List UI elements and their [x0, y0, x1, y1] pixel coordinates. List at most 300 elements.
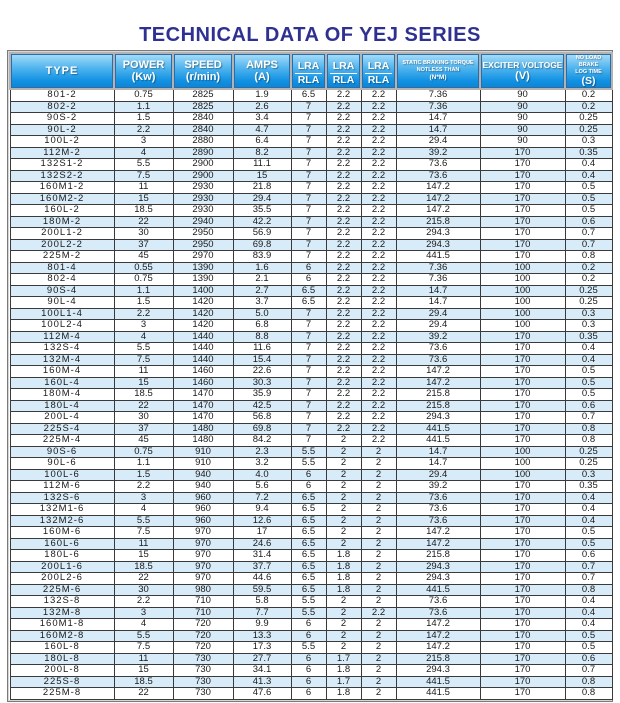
cell-lra-rla-3: 2.2 [361, 147, 396, 159]
cell-lra-rla-2: 1.8 [326, 584, 361, 596]
cell-exciter-voltage: 170 [480, 538, 565, 550]
cell-type: 112M-4 [10, 331, 114, 343]
cell-lra-rla-3: 2.2 [361, 366, 396, 378]
cell-exciter-voltage: 170 [480, 412, 565, 424]
cell-amps: 69.8 [233, 423, 291, 435]
cell-type: 100L2-4 [10, 320, 114, 332]
cell-no-load-brake-time: 0.7 [565, 228, 612, 240]
table-row [10, 619, 612, 631]
cell-lra-rla-2: 2.2 [326, 101, 361, 113]
cell-speed: 730 [173, 665, 233, 677]
cell-lra-rla-1: 5.5 [291, 607, 326, 619]
cell-lra-rla-1: 6.5 [291, 492, 326, 504]
cell-amps: 1.6 [233, 262, 291, 274]
cell-speed: 2880 [173, 136, 233, 148]
cell-exciter-voltage: 100 [480, 274, 565, 286]
cell-amps: 9.4 [233, 504, 291, 516]
cell-speed: 970 [173, 550, 233, 562]
cell-lra-rla-1: 7 [291, 101, 326, 113]
cell-exciter-voltage: 170 [480, 596, 565, 608]
cell-exciter-voltage: 90 [480, 124, 565, 136]
cell-exciter-voltage: 90 [480, 113, 565, 125]
cell-amps: 5.6 [233, 481, 291, 493]
cell-speed: 970 [173, 561, 233, 573]
col-header-amps [233, 53, 291, 89]
cell-lra-rla-3: 2.2 [361, 331, 396, 343]
cell-static-braking-torque: 39.2 [396, 147, 480, 159]
cell-lra-rla-1: 6.5 [291, 584, 326, 596]
cell-power: 45 [114, 251, 173, 263]
cell-power: 7.5 [114, 354, 173, 366]
cell-static-braking-torque: 73.6 [396, 607, 480, 619]
cell-amps: 24.6 [233, 538, 291, 550]
cell-power: 3 [114, 492, 173, 504]
cell-exciter-voltage: 170 [480, 504, 565, 516]
cell-no-load-brake-time: 0.35 [565, 331, 612, 343]
cell-power: 1.1 [114, 101, 173, 113]
table-row [10, 239, 612, 251]
cell-amps: 35.9 [233, 389, 291, 401]
cell-type: 100L-6 [10, 469, 114, 481]
cell-exciter-voltage: 170 [480, 515, 565, 527]
cell-lra-rla-3: 2.2 [361, 343, 396, 355]
cell-lra-rla-1: 7 [291, 331, 326, 343]
cell-static-braking-torque: 7.36 [396, 274, 480, 286]
cell-amps: 2.1 [233, 274, 291, 286]
cell-lra-rla-1: 6.5 [291, 515, 326, 527]
cell-lra-rla-3: 2 [361, 481, 396, 493]
cell-type: 160L-4 [10, 377, 114, 389]
cell-lra-rla-3: 2.2 [361, 285, 396, 297]
cell-no-load-brake-time: 0.35 [565, 147, 612, 159]
cell-no-load-brake-time: 0.5 [565, 366, 612, 378]
cell-type: 160M-4 [10, 366, 114, 378]
cell-amps: 69.8 [233, 239, 291, 251]
cell-lra-rla-2: 2.2 [326, 124, 361, 136]
cell-lra-rla-2: 2 [326, 492, 361, 504]
cell-lra-rla-1: 7 [291, 308, 326, 320]
cell-no-load-brake-time: 0.5 [565, 527, 612, 539]
cell-lra-rla-1: 7 [291, 251, 326, 263]
cell-amps: 31.4 [233, 550, 291, 562]
cell-lra-rla-3: 2 [361, 538, 396, 550]
cell-lra-rla-3: 2 [361, 550, 396, 562]
cell-lra-rla-3: 2 [361, 515, 396, 527]
cell-speed: 720 [173, 630, 233, 642]
cell-lra-rla-3: 2.2 [361, 251, 396, 263]
cell-no-load-brake-time: 0.25 [565, 285, 612, 297]
cell-exciter-voltage: 170 [480, 343, 565, 355]
cell-lra-rla-2: 2.2 [326, 354, 361, 366]
cell-speed: 1470 [173, 400, 233, 412]
cell-type: 180L-8 [10, 653, 114, 665]
cell-amps: 1.9 [233, 89, 291, 101]
cell-lra-rla-1: 7 [291, 182, 326, 194]
cell-exciter-voltage: 170 [480, 688, 565, 700]
cell-speed: 1440 [173, 331, 233, 343]
cell-no-load-brake-time: 0.4 [565, 596, 612, 608]
cell-power: 22 [114, 688, 173, 700]
cell-power: 4 [114, 504, 173, 516]
table-row [10, 573, 612, 585]
cell-lra-rla-2: 2 [326, 504, 361, 516]
col-header-static-braking-torque-line: NOTLESS THAN [416, 67, 460, 73]
col-header-power-line: (Kw) [131, 71, 156, 83]
cell-type: 90L-6 [10, 458, 114, 470]
cell-power: 11 [114, 538, 173, 550]
cell-lra-rla-3: 2.2 [361, 239, 396, 251]
cell-lra-rla-3: 2.2 [361, 182, 396, 194]
cell-lra-rla-2: 2.2 [326, 297, 361, 309]
cell-amps: 17.3 [233, 642, 291, 654]
cell-speed: 720 [173, 642, 233, 654]
cell-power: 3 [114, 320, 173, 332]
cell-lra-rla-1: 6.5 [291, 538, 326, 550]
col-header-exciter-voltage-line: (V) [515, 70, 530, 82]
cell-power: 7.5 [114, 527, 173, 539]
cell-amps: 41.3 [233, 676, 291, 688]
cell-no-load-brake-time: 0.3 [565, 320, 612, 332]
cell-no-load-brake-time: 0.5 [565, 538, 612, 550]
cell-lra-rla-1: 6 [291, 262, 326, 274]
table-body [10, 89, 612, 699]
cell-type: 160M1-8 [10, 619, 114, 631]
cell-static-braking-torque: 147.2 [396, 619, 480, 631]
cell-lra-rla-2: 2.2 [326, 262, 361, 274]
cell-speed: 1420 [173, 308, 233, 320]
cell-exciter-voltage: 170 [480, 481, 565, 493]
cell-lra-rla-3: 2.2 [361, 136, 396, 148]
cell-lra-rla-2: 2.2 [326, 205, 361, 217]
col-header-exciter-voltage [480, 53, 565, 89]
cell-amps: 5.0 [233, 308, 291, 320]
cell-power: 15 [114, 377, 173, 389]
cell-no-load-brake-time: 0.25 [565, 124, 612, 136]
cell-no-load-brake-time: 0.6 [565, 550, 612, 562]
cell-lra-rla-1: 6.5 [291, 550, 326, 562]
cell-type: 112M-2 [10, 147, 114, 159]
cell-static-braking-torque: 441.5 [396, 584, 480, 596]
cell-static-braking-torque: 73.6 [396, 159, 480, 171]
table-row [10, 159, 612, 171]
cell-amps: 59.5 [233, 584, 291, 596]
cell-lra-rla-1: 5.5 [291, 446, 326, 458]
cell-exciter-voltage: 170 [480, 561, 565, 573]
cell-power: 11 [114, 182, 173, 194]
technical-data-table-frame [7, 50, 613, 702]
cell-type: 200L2-6 [10, 573, 114, 585]
table-row [10, 389, 612, 401]
cell-amps: 35.5 [233, 205, 291, 217]
cell-lra-rla-2: 1.8 [326, 688, 361, 700]
cell-type: 225M-8 [10, 688, 114, 700]
cell-no-load-brake-time: 0.25 [565, 297, 612, 309]
cell-static-braking-torque: 7.36 [396, 101, 480, 113]
cell-lra-rla-2: 2.2 [326, 308, 361, 320]
cell-speed: 1480 [173, 435, 233, 447]
table-row [10, 170, 612, 182]
cell-power: 15 [114, 665, 173, 677]
cell-lra-rla-3: 2 [361, 676, 396, 688]
cell-amps: 37.7 [233, 561, 291, 573]
cell-type: 160L-8 [10, 642, 114, 654]
cell-amps: 7.2 [233, 492, 291, 504]
cell-amps: 6.8 [233, 320, 291, 332]
cell-exciter-voltage: 170 [480, 653, 565, 665]
cell-no-load-brake-time: 0.5 [565, 389, 612, 401]
cell-lra-rla-1: 6.5 [291, 573, 326, 585]
cell-power: 11 [114, 653, 173, 665]
cell-static-braking-torque: 7.36 [396, 262, 480, 274]
cell-amps: 83.9 [233, 251, 291, 263]
cell-lra-rla-3: 2 [361, 596, 396, 608]
cell-static-braking-torque: 14.7 [396, 297, 480, 309]
cell-static-braking-torque: 215.8 [396, 400, 480, 412]
cell-lra-rla-2: 2.2 [326, 389, 361, 401]
cell-static-braking-torque: 14.7 [396, 124, 480, 136]
cell-amps: 29.4 [233, 193, 291, 205]
cell-type: 132S-4 [10, 343, 114, 355]
cell-power: 30 [114, 584, 173, 596]
table-row [10, 228, 612, 240]
cell-static-braking-torque: 147.2 [396, 377, 480, 389]
cell-power: 1.1 [114, 285, 173, 297]
cell-lra-rla-1: 7 [291, 435, 326, 447]
cell-amps: 42.5 [233, 400, 291, 412]
cell-amps: 15 [233, 170, 291, 182]
cell-speed: 940 [173, 469, 233, 481]
cell-speed: 910 [173, 458, 233, 470]
cell-lra-rla-1: 7 [291, 400, 326, 412]
cell-type: 132S2-2 [10, 170, 114, 182]
cell-lra-rla-1: 6 [291, 688, 326, 700]
cell-lra-rla-3: 2 [361, 573, 396, 585]
table-row [10, 550, 612, 562]
table-row [10, 354, 612, 366]
cell-lra-rla-1: 6.5 [291, 89, 326, 101]
cell-no-load-brake-time: 0.4 [565, 607, 612, 619]
cell-static-braking-torque: 73.6 [396, 343, 480, 355]
cell-type: 132M2-6 [10, 515, 114, 527]
cell-type: 200L1-2 [10, 228, 114, 240]
cell-amps: 3.7 [233, 297, 291, 309]
cell-type: 200L-8 [10, 665, 114, 677]
cell-lra-rla-3: 2.2 [361, 170, 396, 182]
cell-power: 2.2 [114, 596, 173, 608]
cell-lra-rla-2: 2 [326, 642, 361, 654]
cell-exciter-voltage: 100 [480, 320, 565, 332]
table-row [10, 527, 612, 539]
cell-no-load-brake-time: 0.25 [565, 446, 612, 458]
cell-type: 180L-6 [10, 550, 114, 562]
cell-lra-rla-1: 6.5 [291, 297, 326, 309]
table-header [10, 53, 612, 89]
cell-lra-rla-2: 2.2 [326, 89, 361, 101]
cell-lra-rla-1: 6.5 [291, 504, 326, 516]
cell-power: 1.1 [114, 458, 173, 470]
cell-power: 2.2 [114, 308, 173, 320]
cell-power: 15 [114, 550, 173, 562]
cell-exciter-voltage: 100 [480, 308, 565, 320]
table-row [10, 251, 612, 263]
cell-lra-rla-2: 2 [326, 607, 361, 619]
cell-static-braking-torque: 73.6 [396, 515, 480, 527]
cell-exciter-voltage: 170 [480, 377, 565, 389]
cell-lra-rla-2: 2.2 [326, 251, 361, 263]
cell-amps: 34.1 [233, 665, 291, 677]
cell-exciter-voltage: 170 [480, 159, 565, 171]
cell-static-braking-torque: 441.5 [396, 676, 480, 688]
cell-exciter-voltage: 170 [480, 354, 565, 366]
cell-lra-rla-3: 2.2 [361, 320, 396, 332]
cell-static-braking-torque: 14.7 [396, 446, 480, 458]
cell-type: 180L-4 [10, 400, 114, 412]
table-row [10, 297, 612, 309]
cell-lra-rla-3: 2.2 [361, 193, 396, 205]
cell-exciter-voltage: 170 [480, 366, 565, 378]
cell-no-load-brake-time: 0.4 [565, 619, 612, 631]
cell-type: 90L-4 [10, 297, 114, 309]
cell-power: 30 [114, 228, 173, 240]
cell-type: 225S-4 [10, 423, 114, 435]
cell-lra-rla-3: 2 [361, 665, 396, 677]
cell-lra-rla-3: 2.2 [361, 205, 396, 217]
cell-power: 37 [114, 423, 173, 435]
cell-power: 45 [114, 435, 173, 447]
cell-static-braking-torque: 14.7 [396, 113, 480, 125]
cell-lra-rla-3: 2.2 [361, 389, 396, 401]
cell-power: 4 [114, 331, 173, 343]
cell-type: 180M-4 [10, 389, 114, 401]
cell-lra-rla-1: 7 [291, 239, 326, 251]
cell-amps: 44.6 [233, 573, 291, 585]
cell-lra-rla-1: 6 [291, 619, 326, 631]
cell-amps: 47.6 [233, 688, 291, 700]
cell-speed: 1390 [173, 262, 233, 274]
cell-type: 160M-6 [10, 527, 114, 539]
cell-lra-rla-2: 2 [326, 596, 361, 608]
table-row [10, 274, 612, 286]
cell-lra-rla-2: 2.2 [326, 193, 361, 205]
cell-lra-rla-1: 7 [291, 136, 326, 148]
cell-lra-rla-1: 6 [291, 665, 326, 677]
cell-static-braking-torque: 147.2 [396, 205, 480, 217]
table-row [10, 688, 612, 700]
cell-lra-rla-1: 5.5 [291, 596, 326, 608]
cell-speed: 2825 [173, 101, 233, 113]
cell-exciter-voltage: 170 [480, 216, 565, 228]
cell-lra-rla-2: 2.2 [326, 331, 361, 343]
col-header-lra-rla-3-denominator: RLA [367, 74, 390, 86]
cell-no-load-brake-time: 0.4 [565, 504, 612, 516]
cell-lra-rla-3: 2.2 [361, 262, 396, 274]
cell-static-braking-torque: 294.3 [396, 573, 480, 585]
cell-lra-rla-2: 2 [326, 630, 361, 642]
cell-static-braking-torque: 294.3 [396, 239, 480, 251]
cell-exciter-voltage: 100 [480, 262, 565, 274]
table-row [10, 596, 612, 608]
cell-lra-rla-2: 1.8 [326, 550, 361, 562]
cell-speed: 730 [173, 653, 233, 665]
cell-type: 132M-8 [10, 607, 114, 619]
cell-static-braking-torque: 29.4 [396, 469, 480, 481]
cell-static-braking-torque: 147.2 [396, 642, 480, 654]
page-title: TECHNICAL DATA OF YEJ SERIES [139, 24, 481, 46]
cell-exciter-voltage: 170 [480, 435, 565, 447]
cell-lra-rla-3: 2 [361, 527, 396, 539]
cell-static-braking-torque: 29.4 [396, 308, 480, 320]
cell-lra-rla-3: 2 [361, 584, 396, 596]
col-header-lra-rla-1 [291, 53, 326, 89]
col-header-speed-line: (r/min) [185, 71, 221, 83]
cell-lra-rla-1: 7 [291, 377, 326, 389]
cell-speed: 2940 [173, 216, 233, 228]
cell-lra-rla-2: 2.2 [326, 400, 361, 412]
table-row [10, 285, 612, 297]
cell-lra-rla-2: 2.2 [326, 377, 361, 389]
cell-static-braking-torque: 294.3 [396, 665, 480, 677]
cell-lra-rla-2: 1.7 [326, 676, 361, 688]
cell-speed: 2840 [173, 113, 233, 125]
cell-speed: 1470 [173, 389, 233, 401]
cell-lra-rla-1: 7 [291, 205, 326, 217]
col-header-power [114, 53, 173, 89]
cell-lra-rla-1: 6.5 [291, 285, 326, 297]
table-row [10, 665, 612, 677]
cell-power: 22 [114, 216, 173, 228]
cell-static-braking-torque: 29.4 [396, 320, 480, 332]
col-header-lra-rla-3 [361, 53, 396, 89]
cell-power: 18.5 [114, 676, 173, 688]
cell-no-load-brake-time: 0.4 [565, 159, 612, 171]
cell-power: 18.5 [114, 389, 173, 401]
cell-lra-rla-2: 2.2 [326, 182, 361, 194]
cell-exciter-voltage: 90 [480, 136, 565, 148]
cell-no-load-brake-time: 0.6 [565, 216, 612, 228]
table-row [10, 492, 612, 504]
cell-speed: 910 [173, 446, 233, 458]
cell-power: 5.5 [114, 515, 173, 527]
col-header-speed [173, 53, 233, 89]
cell-no-load-brake-time: 0.5 [565, 205, 612, 217]
col-header-exciter-voltage-line: EXCITER VOLTOGE [482, 60, 563, 70]
cell-speed: 1420 [173, 320, 233, 332]
cell-amps: 9.9 [233, 619, 291, 631]
cell-exciter-voltage: 170 [480, 642, 565, 654]
cell-power: 30 [114, 412, 173, 424]
cell-speed: 730 [173, 688, 233, 700]
cell-speed: 730 [173, 676, 233, 688]
cell-amps: 84.2 [233, 435, 291, 447]
technical-data-table [9, 52, 613, 700]
cell-no-load-brake-time: 0.7 [565, 561, 612, 573]
cell-amps: 4.0 [233, 469, 291, 481]
cell-lra-rla-2: 2.2 [326, 343, 361, 355]
table-row [10, 469, 612, 481]
cell-exciter-voltage: 170 [480, 573, 565, 585]
cell-type: 225M-2 [10, 251, 114, 263]
cell-no-load-brake-time: 0.7 [565, 412, 612, 424]
cell-no-load-brake-time: 0.5 [565, 642, 612, 654]
cell-type: 90S-2 [10, 113, 114, 125]
cell-speed: 970 [173, 527, 233, 539]
cell-type: 225M-4 [10, 435, 114, 447]
cell-type: 100L1-4 [10, 308, 114, 320]
cell-power: 3 [114, 136, 173, 148]
cell-no-load-brake-time: 0.5 [565, 182, 612, 194]
cell-speed: 710 [173, 607, 233, 619]
cell-speed: 1480 [173, 423, 233, 435]
